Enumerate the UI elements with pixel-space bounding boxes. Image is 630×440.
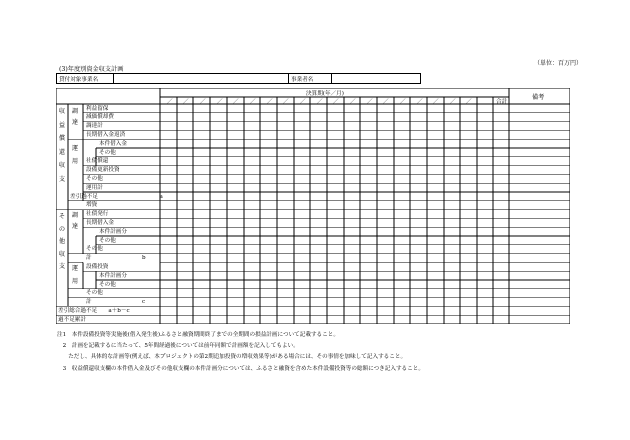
table-grid [56,88,570,324]
period-slash: ／ [383,99,389,105]
row-label: 設備更新投資 [86,167,120,174]
row-label: 運用計 [86,184,103,191]
period-slash: ／ [450,99,456,105]
period-slash: ／ [417,99,423,105]
use-label-2: 運 用 [71,265,79,285]
row-label: 計 b [86,255,146,262]
period-slash: ／ [367,99,373,105]
other-group-label: そ の 他 収 支 [58,213,66,270]
operator-label: 事業者名 [289,74,332,84]
note-1: 注1 本件設備投資等実施後(借入発生後)ふるさと融資期間終了までの全期間の損益計画について記載すること。 [57,332,339,338]
period-slash: ／ [200,99,206,105]
period-slash: ／ [300,99,306,105]
note-2: 2 計画を記載するに当たって、5年間経過後については前年同額で計画額を記入してもよい。 [57,343,299,350]
note-2-cont: ただし、具体的な計画等(例えば、本プロジェクトの第2期追加投資の増収効果等)がある場合には、その事情を加味して記入すること。 [57,354,407,361]
row-label: 増資 [86,202,98,209]
row-label: 社債償還 [86,158,109,165]
row-label: その他 [99,237,116,244]
row-label: 本件計画分 [99,228,127,235]
project-info-table [56,73,421,84]
loan-target-value[interactable] [114,74,289,84]
row-label: その他 [99,281,116,288]
section-title: (3)年度別資金収支計画 [59,66,124,73]
income-group-label: 収 益 償 還 収 支 [58,108,66,183]
period-slash: ／ [250,99,256,105]
row-label: 本件計画分 [99,272,127,279]
period-slash: ／ [267,99,273,105]
row-label: 差引過不足 a [70,193,163,200]
period-slash: ／ [466,99,472,105]
loan-target-label: 貸付対象事業名 [57,74,114,84]
period-slash: ／ [233,99,239,105]
remarks-header: 備考 [532,94,545,101]
procure-label: 調 達 [71,108,79,126]
row-label: 利益留保 [86,105,109,112]
use-label: 運 用 [71,145,79,165]
row-label: その他 [86,175,103,182]
period-header: 決算期(年／月) [306,91,344,97]
row-label: 長期借入金 [86,219,114,226]
total-header: 合計 [496,99,508,105]
procure-label-2: 調 達 [71,212,79,230]
row-label: その他 [86,246,103,253]
period-slash: ／ [400,99,406,105]
note-3: 3 収益償還収支欄の本件借入金及びその他収支欄の本件計画分については、ふるさと融資を含めた本件設備投資等の総額につき記入すること。 [57,365,424,372]
row-label: 減価償却費 [86,114,114,121]
row-label: 調達計 [86,123,103,130]
footnotes [57,330,424,375]
row-label: 社債発行 [86,211,109,218]
row-label: 過不足累計 [58,316,86,323]
row-label: 本件借入金 [99,140,127,147]
row-label: その他 [99,149,116,156]
cashflow-table [56,88,570,324]
period-slash: ／ [283,99,289,105]
period-slash: ／ [317,99,323,105]
row-label: 計 c [86,299,146,306]
operator-value[interactable] [332,74,421,84]
row-label: 長期借入金返済 [86,131,126,138]
period-slash: ／ [433,99,439,105]
row-label: 設備投資 [86,263,109,270]
period-slash: ／ [183,99,189,105]
period-slash: ／ [217,99,223,105]
row-label: 差引総合過不足 a＋b－c [58,307,130,314]
unit-label: （単位：百万円） [534,60,583,67]
row-label: その他 [86,290,103,297]
period-slash: ／ [350,99,356,105]
period-slash: ／ [333,99,339,105]
period-slash: ／ [167,99,173,105]
